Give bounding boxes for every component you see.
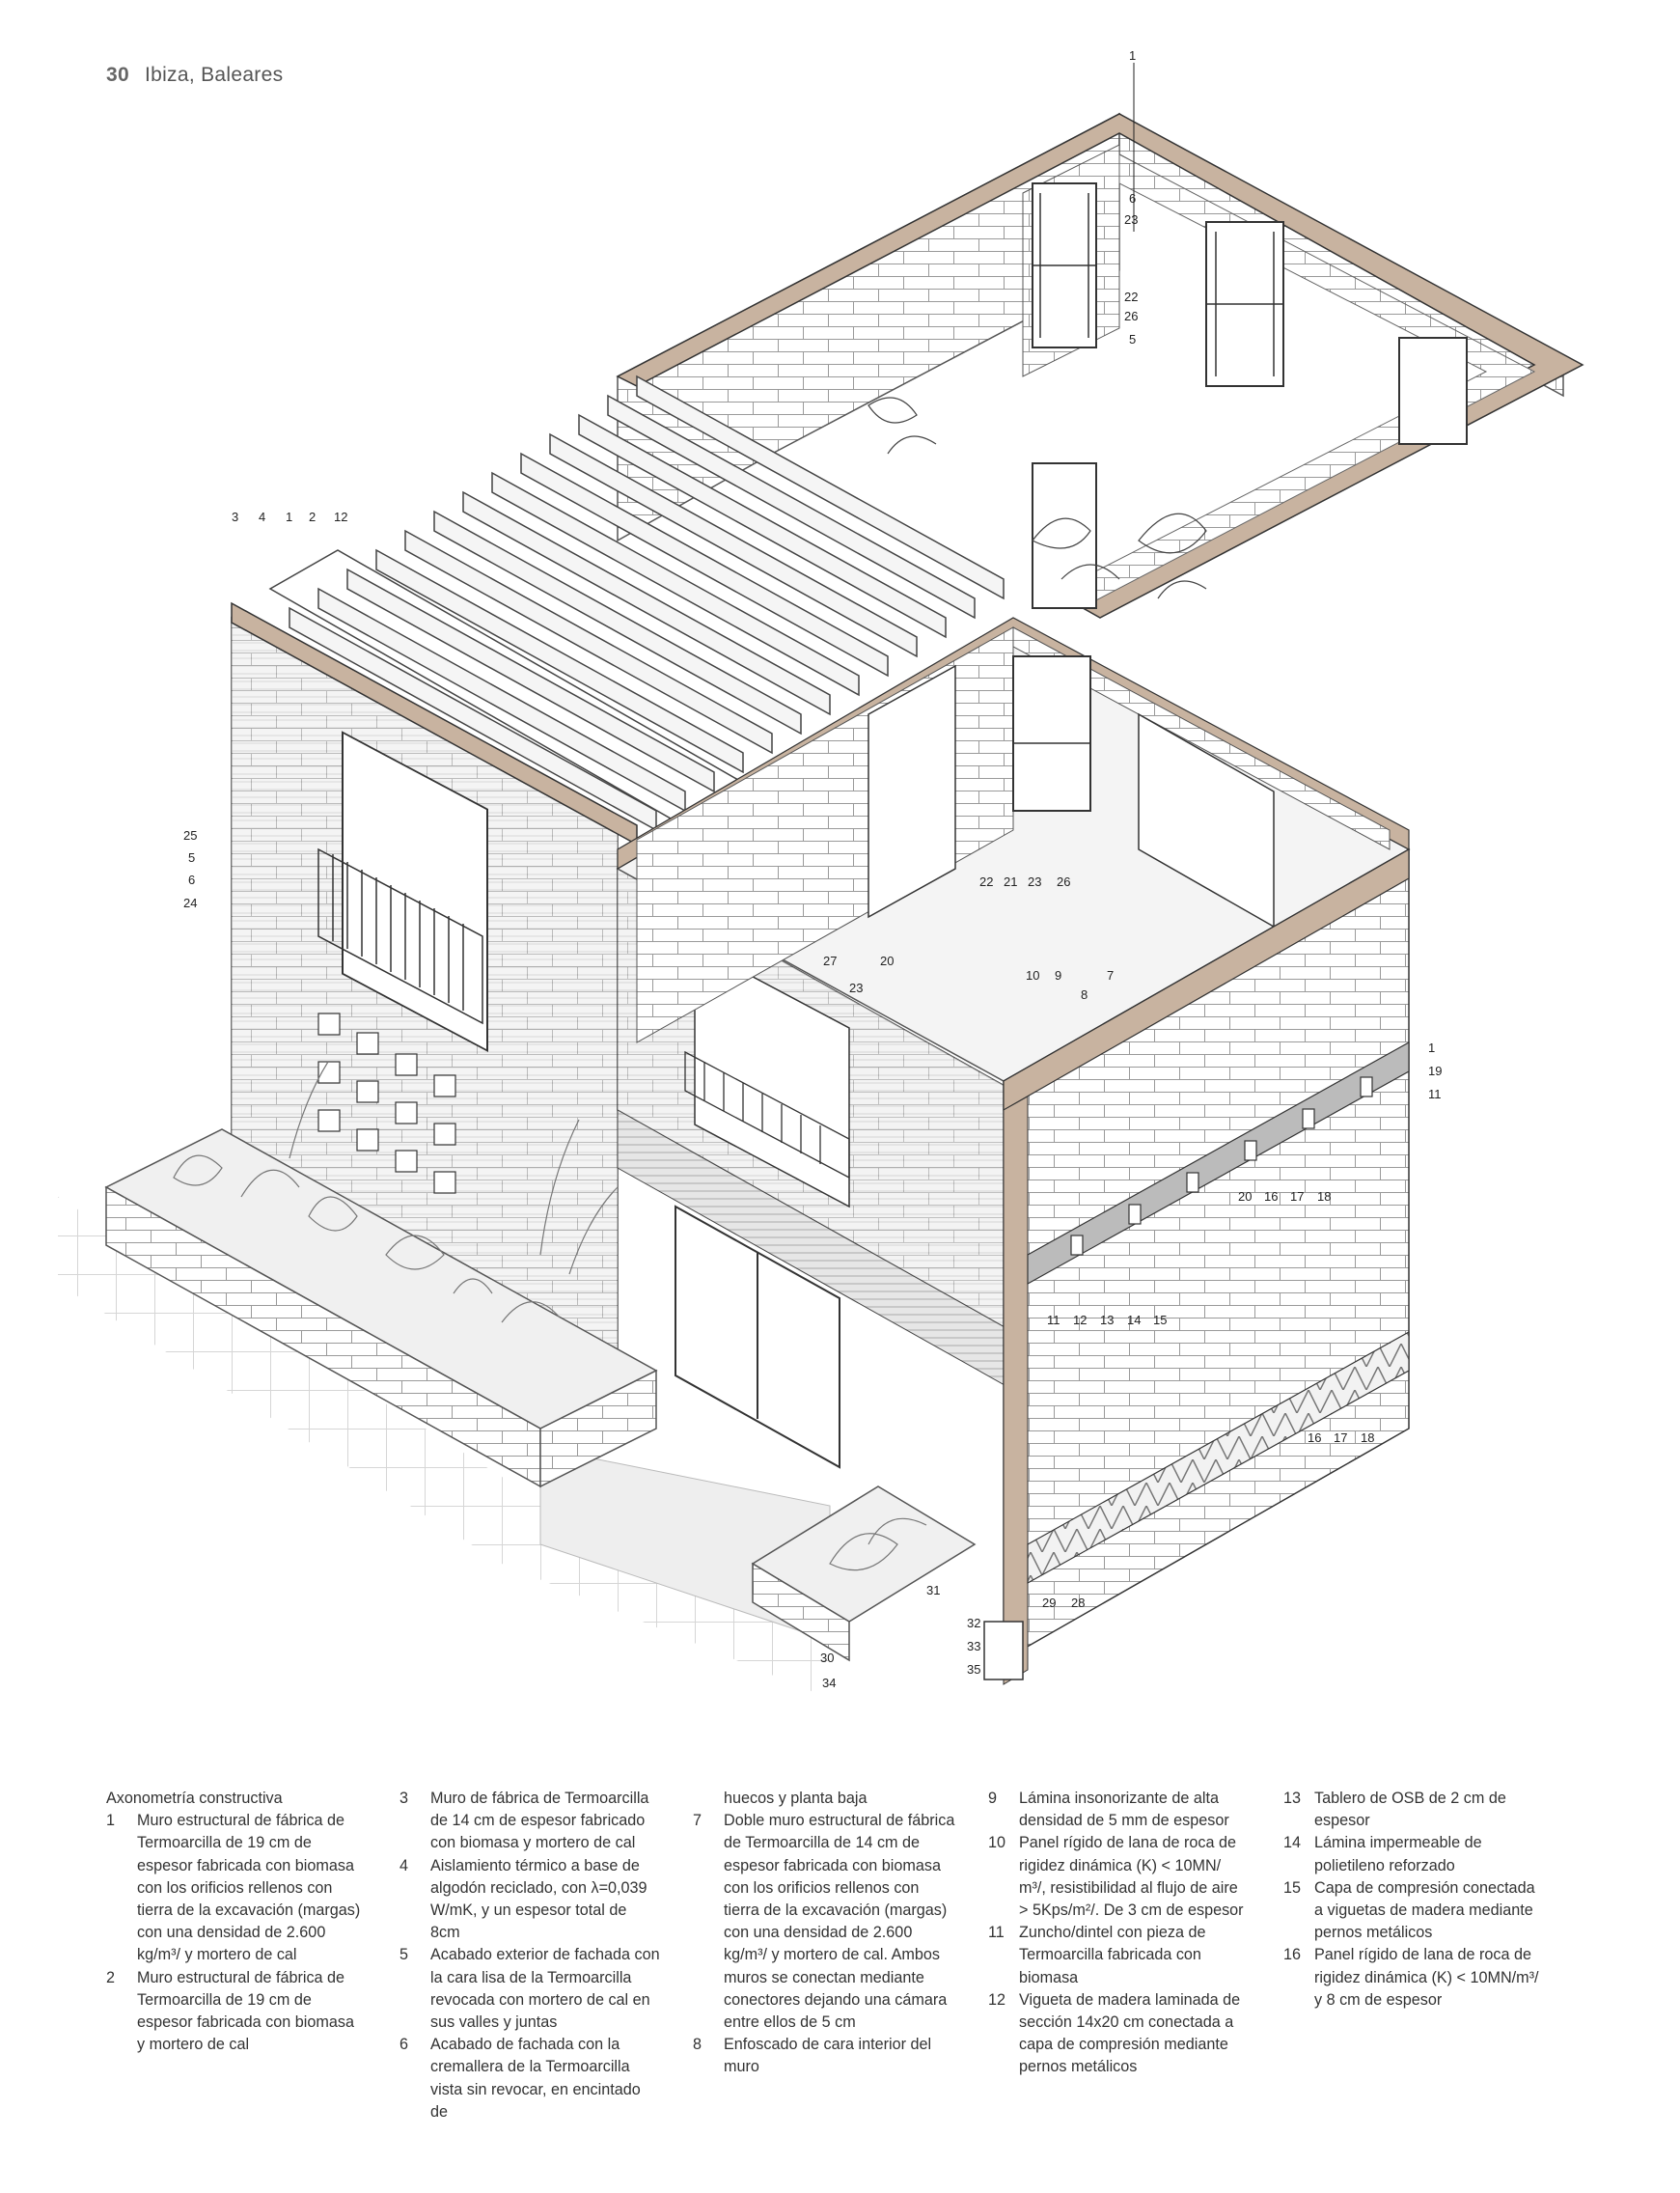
callout-30: 30 [820, 1651, 835, 1665]
legend-item: 14 Lámina impermeable de polietileno reforzado [1283, 1834, 1482, 1874]
callout-26: 26 [1057, 874, 1071, 889]
callout-28: 28 [1071, 1596, 1086, 1610]
legend-item: 7 Doble muro estructural de fábrica de Termoarcilla de 14 cm de espesor fabricada con biomasa con los orificios rellenos con tierra de la excavación (margas) con una densidad de 2.600 kg/m³/ y mortero de cal. Ambos muros se conectan mediante conectores dejando una cámara entre ellos de 5 cm [693, 1812, 955, 2032]
callout-20-mid: 20 [880, 954, 895, 968]
callout-22-top: 22 [1124, 290, 1139, 304]
legend-column-5 [1283, 1788, 1544, 2012]
callout-23-mid: 23 [849, 981, 864, 995]
callout-1-right: 1 [1428, 1041, 1436, 1055]
callout-18: 18 [1317, 1189, 1332, 1204]
legend-item: 11 Zuncho/dintel con pieza de Termoarcilla fabricada con biomasa [988, 1924, 1206, 1986]
callout-25: 25 [183, 828, 198, 843]
callout-24: 24 [183, 896, 198, 910]
legend-item: 9 Lámina insonorizante de alta densidad de 5 mm de espesor [988, 1790, 1229, 1830]
callout-1-top: 1 [1129, 48, 1137, 63]
callout-21: 21 [1004, 874, 1018, 889]
rear-wing [608, 106, 1583, 618]
callout-20: 20 [1238, 1189, 1253, 1204]
callout-15: 15 [1153, 1313, 1168, 1327]
callout-6-left: 6 [188, 873, 196, 887]
callout-14: 14 [1127, 1313, 1142, 1327]
callout-12-top: 12 [334, 510, 348, 524]
callout-29: 29 [1042, 1596, 1057, 1610]
callout-2: 2 [309, 510, 317, 524]
legend-item: 13 Tablero de OSB de 2 cm de espesor [1283, 1790, 1506, 1830]
callout-3: 3 [232, 510, 239, 524]
callout-34: 34 [822, 1676, 837, 1690]
callout-1-left: 1 [286, 510, 293, 524]
callout-32: 32 [967, 1616, 981, 1630]
callout-23: 23 [1028, 874, 1042, 889]
callout-26-top: 26 [1124, 309, 1139, 323]
callout-27: 27 [823, 954, 838, 968]
callout-11: 11 [1047, 1313, 1060, 1327]
legend-item: 12 Vigueta de madera laminada de sección 14x20 cm conectada a capa de compresión mediante pernos metálicos [988, 1990, 1241, 2076]
callout-18-low: 18 [1361, 1430, 1375, 1445]
callout-23-top: 23 [1124, 212, 1139, 227]
legend-caption: Axonometría constructiva [106, 1790, 283, 1807]
legend-item: 10 Panel rígido de lana de roca de rigidez dinámica (K) < 10MN/ m³/, resistibilidad al flujo de aire > 5Kps/m²/. De 3 cm de espesor [988, 1834, 1244, 1920]
page-number: 30 [106, 64, 129, 86]
legend-column-4 [988, 1788, 1249, 2079]
callout-31: 31 [926, 1583, 941, 1597]
legend-continuation: huecos y planta baja [724, 1790, 868, 1807]
legend-column-1 [106, 1788, 362, 2056]
legend-item: 15 Capa de compresión conectada a viguetas de madera mediante pernos metálicos [1283, 1878, 1535, 1942]
callout-33: 33 [967, 1639, 981, 1653]
callout-4: 4 [259, 510, 266, 524]
callout-6-top: 6 [1129, 191, 1137, 206]
legend-item: 16 Panel rígido de lana de roca de rigidez dinámica (K) < 10MN/m³/ y 8 cm de espesor [1283, 1946, 1539, 2009]
callout-5-top: 5 [1129, 332, 1137, 347]
callout-5-left: 5 [188, 850, 196, 865]
legend-item: 4 Aislamiento térmico a base de algodón reciclado, con λ=0,039 W/mK, y un espesor total de 8cm [399, 1856, 647, 1942]
callout-17: 17 [1290, 1189, 1305, 1204]
callout-10: 10 [1026, 968, 1040, 983]
legend-item: 2 Muro estructural de fábrica de Termoarcilla de 19 cm de espesor fabricada con biomasa y mortero de cal [106, 1968, 354, 2054]
legend-item: 5 Acabado exterior de fachada con la cara lisa de la Termoarcilla revocada con mortero de cal en sus valles y juntas [399, 1946, 660, 2032]
callout-7: 7 [1107, 968, 1115, 983]
callout-11-right: 11 [1428, 1087, 1442, 1101]
callout-9: 9 [1055, 968, 1062, 983]
legend-item: 3 Muro de fábrica de Termoarcilla de 14 cm de espesor fabricado con biomasa y mortero de cal [399, 1790, 649, 1852]
callout-16-low: 16 [1308, 1430, 1322, 1445]
legend-item: 6 Acabado de fachada con la cremallera de la Termoarcilla vista sin revocar, en encintado de [399, 2036, 641, 2121]
legend-item: 8 Enfoscado de cara interior del muro [693, 2036, 932, 2076]
callout-17-low: 17 [1334, 1430, 1348, 1445]
callout-35: 35 [967, 1662, 981, 1677]
callout-12: 12 [1073, 1313, 1088, 1327]
legend-item: 1 Muro estructural de fábrica de Termoarcilla de 19 cm de espesor fabricada con biomasa con los orificios rellenos con tierra de la excavación (margas) con una densidad de 2.600 kg/m³/ y mortero de cal [106, 1812, 361, 1964]
callout-8: 8 [1081, 987, 1088, 1002]
callout-16: 16 [1264, 1189, 1279, 1204]
callout-19: 19 [1428, 1064, 1443, 1078]
legend-column-3 [693, 1788, 958, 2079]
page-title: Ibiza, Baleares [144, 64, 284, 86]
callout-22: 22 [979, 874, 994, 889]
callout-13: 13 [1100, 1313, 1115, 1327]
legend-column-2 [399, 1788, 660, 2124]
